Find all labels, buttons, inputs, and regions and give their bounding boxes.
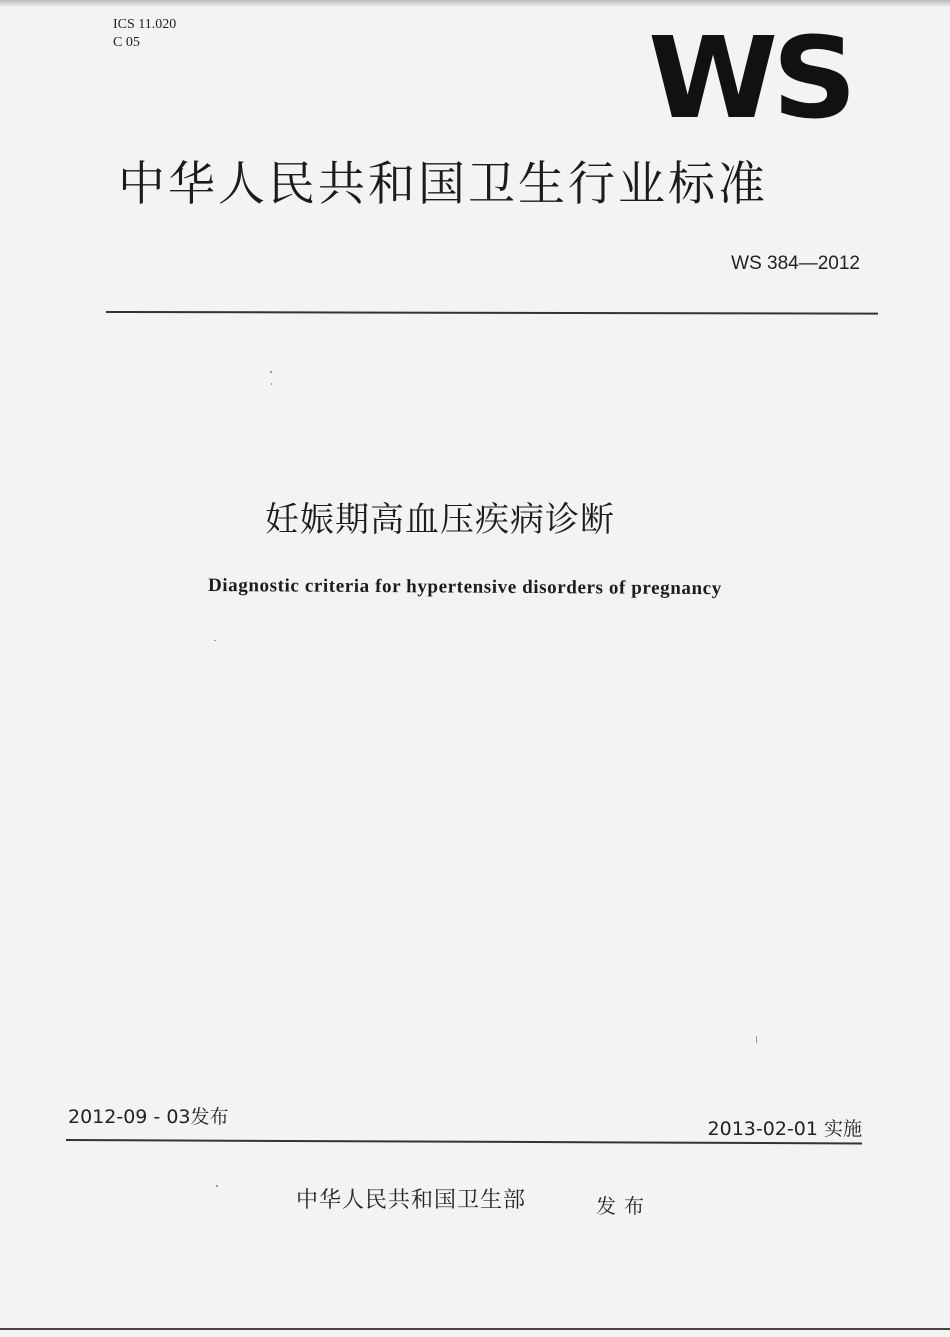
issue-date: 2012-09 - 03发布	[68, 1106, 229, 1128]
ws-logo: WS	[648, 12, 852, 144]
organization-title: 中华人民共和国卫生行业标准	[118, 157, 768, 212]
scan-speck	[216, 1185, 218, 1187]
document-title: 妊娠期高血压疾病诊断	[265, 500, 615, 540]
classification-codes	[113, 16, 176, 52]
standard-number: WS 384—2012	[731, 253, 860, 274]
page-edge-bottom	[0, 1328, 950, 1330]
header-divider	[106, 311, 878, 315]
scan-speck	[271, 383, 272, 385]
ics-code: ICS 11.020	[113, 17, 177, 32]
ccs-code: C 05	[113, 35, 140, 50]
implementation-date: 2013-02-01 实施	[707, 1118, 862, 1140]
issuer: 中华人民共和国卫生部	[296, 1188, 527, 1213]
scan-speck	[214, 640, 216, 641]
page-edge-top	[0, 0, 950, 6]
scan-speck	[756, 1036, 757, 1043]
issuer-action: 发布	[596, 1194, 652, 1218]
scan-speck	[270, 371, 272, 373]
document-subtitle-en: Diagnostic criteria for hypertensive disorders of pregnancy	[207, 575, 722, 600]
